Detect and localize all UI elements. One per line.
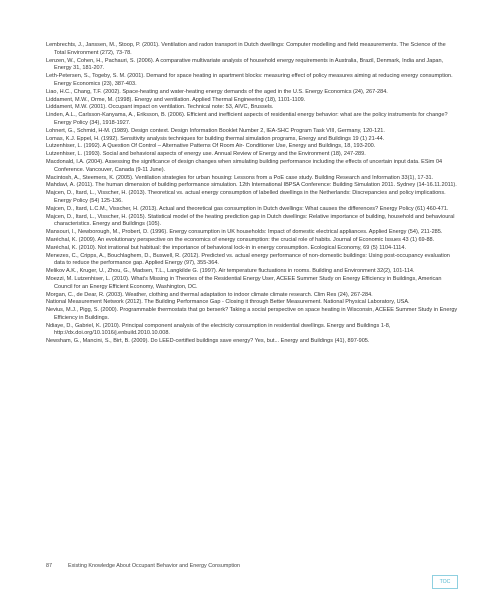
reference-list (46, 42, 458, 346)
reference-entry: Linden, A.L., Carlsson-Kanyama, A., Eriksson, B. (2006). Efficient and inefficient aspects of residential energy behavior: what are the policy instruments for change? Energy Policy (34), 1918-1927. (46, 112, 448, 126)
reference-entry: Melikov A.K., Kruger, U., Zhou, G., Madsen, T.L., Langkilde G. (1997). Air temperature fluctuations in rooms. Building and Environment 32(2), 101-114. (46, 268, 415, 275)
reference-entry: Lohnert, G., Schmid, H-M. (1989). Design context. Design Information Booklet Number 2, IEA-SHC Program Task VIII, Germany, 120-121. (46, 127, 385, 134)
reference-entry: Macdonald, I.A. (2004). Assessing the significance of design changes when simulating building performance including the effects of uncertain input data. ESim 04 Conference. Vancouver, Canada (9-11 June). (46, 158, 443, 173)
reference-entry: Lutzenhiser, L. (1992). A Question Of Control – Alternative Patterns Of Room Air- Conditioner Use, Energy and Buildings, 18, 193-200. (46, 143, 376, 150)
reference-entry: Morgan, C., de Dear, R. (2003). Weather, clothing and thermal adaptation to indoor climate climate research. Clim Res (24), 267-284. (46, 291, 373, 298)
reference-entry: Mahdavi, A. (2011). The human dimension of building performance simulation. 12th International IBPSA Conference: Building Simulation 2011. Sydney (14-16.11.2011). (46, 182, 457, 189)
reference-entry: Liddament, M.W. (2001). Occupant impact on ventilation. Technical note: 53, AIVC, Brussels. (46, 104, 274, 111)
reference-entry: Liddament, M.W., Orme, M. (1998). Energy and ventilation. Applied Thermal Engineering (18), 1101-1109. (46, 96, 306, 103)
reference-entry: Majcen, D., Itard, L.C.M., Visscher, H. (2013). Actual and theoretical gas consumption in Dutch dwellings: What causes the differences? Energy Policy (61) 460-471. (46, 205, 449, 212)
reference-entry: Lomas, K.J. Eppel, H. (1992). Sensitivity analysis techniques for building thermal simulation programs, Energy and Buildings 19 (1) 21-44. (46, 135, 385, 142)
reference-entry: National Measurement Network (2012). The Building Performance Gap - Closing it through Better Measurement. National Physical Laboratory, USA. (46, 299, 410, 306)
reference-entry: Nevius, M.J., Pigg, S. (2000). Programmable thermostats that go berserk? Taking a social perspective on space heating in Wisconsin, ACEEE Summer Study in Energy Efficiency in Buildings. (46, 307, 458, 321)
reference-entry: Maréchal, K. (2010). Not irrational but habitual: the importance of behavioral lock-in in energy consumption. Ecological Economy, 69 (5) 1104-1114. (46, 244, 407, 251)
page-number: 87 (46, 563, 52, 569)
reference-entry: Lembrechts, J., Janssen, M., Stoop, P. (2001). Ventilation and radon transport in Dutch dwellings: Computer modelling and field measurements. The Science of the Total Environment (272), 73-78. (46, 42, 446, 56)
reference-entry: Mansouri, I., Newborough, M., Probert, D. (1996). Energy consumption in UK households: Impact of domestic electrical appliances. Applied Energy (54), 211-285. (46, 229, 443, 236)
reference-entry: Newsham, G., Mancini, S., Birt, B. (2009). Do LEED-certified buildings save energy? Yes, but... Energy and Buildings (41), 897-905. (46, 338, 370, 345)
reference-entry: Leth-Petersen, S., Togeby, S. M. (2001). Demand for space heating in apartment blocks: measuring effect of policy measures aiming at reducing energy consumption. Energy Economics (23), 387-403. (46, 73, 453, 87)
toc-button[interactable]: TOC (432, 575, 458, 589)
reference-entry: Majcen, D., Itard, L., Visscher, H. (2015). Statistical model of the heating prediction gap in Dutch dwellings: Relative importance of building, household and behavioural characteristics. Energy and Buildings (105). (46, 213, 455, 228)
running-title: Existing Knowledge About Occupant Behavior and Energy Consumption (68, 563, 241, 569)
reference-entry: Lenzen, W., Cohen, H., Pachauri, S. (2006). A comparative multivariate analysis of household energy requirements in Australia, Brazil, Denmark, India and Japan, Energy 31, 181-207. (46, 57, 444, 72)
reference-entry: Ndiaye, D., Gabriel, K. (2010). Principal component analysis of the electricity consumption in residential dwellings. Energy and Buildings 1-8, http://dx.doi.org/10.1016/j.enbuild.2010.10.008. (46, 322, 391, 337)
reference-entry: Lutzenhiser, L. (1993). Social and behavioral aspects of energy use. Annual Review of Energy and the Environment (18), 247-289. (46, 151, 366, 158)
page-footer (46, 563, 446, 569)
reference-entry: Majcen, D., Itard, L., Visscher, H. (2013). Theoretical vs. actual energy consumption of labelled dwellings in the Netherlands: Discrepancies and policy implications. Energy Policy (54) 125-136. (46, 190, 446, 204)
reference-entry: Menezes, C., Cripps, A., Bouchlaghem, D., Buswell, R. (2012). Predicted vs. actual energy performance of non-domestic buildings: Using post-occupancy evaluation data to reduce the performance gap. Applied Energy (97), 355-364. (46, 252, 450, 267)
reference-entry: Macintosh, A., Steemers, K. (2005). Ventilation strategies for urban housing: Lessons from a PoE case study. Building Research and Information 33(1), 17-31. (46, 174, 434, 181)
reference-entry: Maréchal, K. (2009). An evolutionary perspective on the economics of energy consumption: the crucial role of habits. Journal of Economic Issues 43 (1) 69-88. (46, 236, 435, 243)
reference-entry: Moezzi, M. Lutzenhiser, L. (2010). What's Missing in Theories of the Residential Energy User, ACEEE Summer Study on Energy Efficiency in Buildings, American Council for an Energy Efficient Economy, Washington, DC. (46, 275, 442, 290)
reference-entry: Liao, H.C., Chang, T.F. (2002). Space-heating and water-heating energy demands of the aged in the U.S. Energy Economics (24), 267-284. (46, 88, 388, 95)
